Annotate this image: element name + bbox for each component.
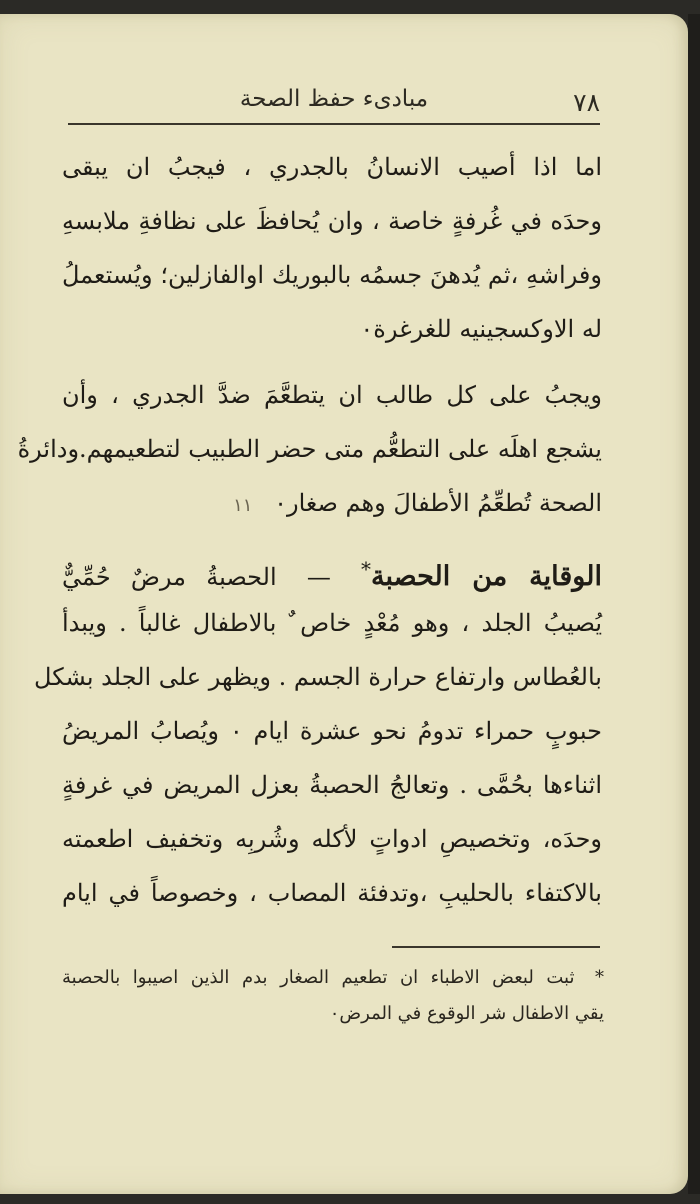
footnote	[62, 960, 604, 1032]
text-line: وحدَه، وتخصيصِ ادواتٍ لأكله وشُربِه وتخفيف اطعمته	[62, 825, 602, 853]
page-edge	[688, 14, 700, 1194]
footnote-marker: *	[595, 967, 604, 988]
section-dash: —	[306, 563, 331, 591]
page-header	[68, 80, 600, 120]
text-line: ويجبُ على كل طالب ان يتطعَّمَ ضدَّ الجدري ، وأن	[62, 381, 602, 409]
running-title: مبادیء حفظ الصحة	[239, 86, 429, 112]
text-line-content: الصحة تُطعِّمُ الأطفالَ وهم صغار٠	[274, 489, 602, 517]
text-line: حبوبٍ حمراء تدومُ نحو عشرة ايام ٠ ويُصابُ المريضُ	[62, 717, 602, 745]
footnote-rule	[392, 946, 600, 948]
text-line: وفراشهِ ،ثم يُدهنَ جسمُه بالبوريك اوالفازلين؛ ويُستعملُ	[62, 261, 602, 289]
section-heading-line	[62, 542, 602, 596]
text-line: له الاوكسجينيه للغرغرة٠	[360, 315, 602, 343]
section-asterisk: *	[361, 557, 372, 581]
text-line: بالعُطاس وارتفاع حرارة الجسم . ويظهر على الجلد بشكل	[34, 663, 602, 691]
text-line: اثناءها بحُمَّى . وتعالجُ الحصبةُ بعزل المريض في غرفةٍ	[62, 771, 602, 799]
text-line: اما اذا أصيب الانسانُ بالجدري ، فيجبُ ان يبقى	[62, 153, 602, 181]
text-line: يشجع اهلَه على التطعُّم متى حضر الطبيب لتطعيمهم.ودائرةُ	[17, 435, 602, 463]
section-title: الوقاية من الحصبة	[371, 561, 602, 592]
footnote-line: يقي الاطفال شر الوقوع في المرض٠	[329, 1003, 604, 1024]
footnote-text: ثبت لبعض الاطباء ان تطعيم الصغار بدم الذين اصيبوا بالحصبة	[62, 967, 575, 988]
text-line	[62, 476, 602, 530]
text-line: وحدَه في غُرفةٍ خاصة ، وان يُحافظَ على نظافةِ ملابسهِ	[62, 207, 602, 235]
page-number: ٧٨	[573, 88, 600, 117]
body-text	[17, 140, 602, 920]
text-line: يُصيبُ الجلد ، وهو مُعْدٍ خاص ٌ بالاطفال غالباً . ويبدأ	[62, 609, 602, 637]
stray-mark: ١١	[233, 495, 253, 516]
text-line: بالاكتفاء بالحليبِ ،وتدفئة المصاب ، وخصوصاً في ايام	[62, 879, 602, 907]
section-lead: الحصبةُ مرضٌ حُمِّيٌّ	[62, 563, 277, 591]
header-rule	[68, 123, 600, 125]
footnote-line	[62, 960, 604, 996]
